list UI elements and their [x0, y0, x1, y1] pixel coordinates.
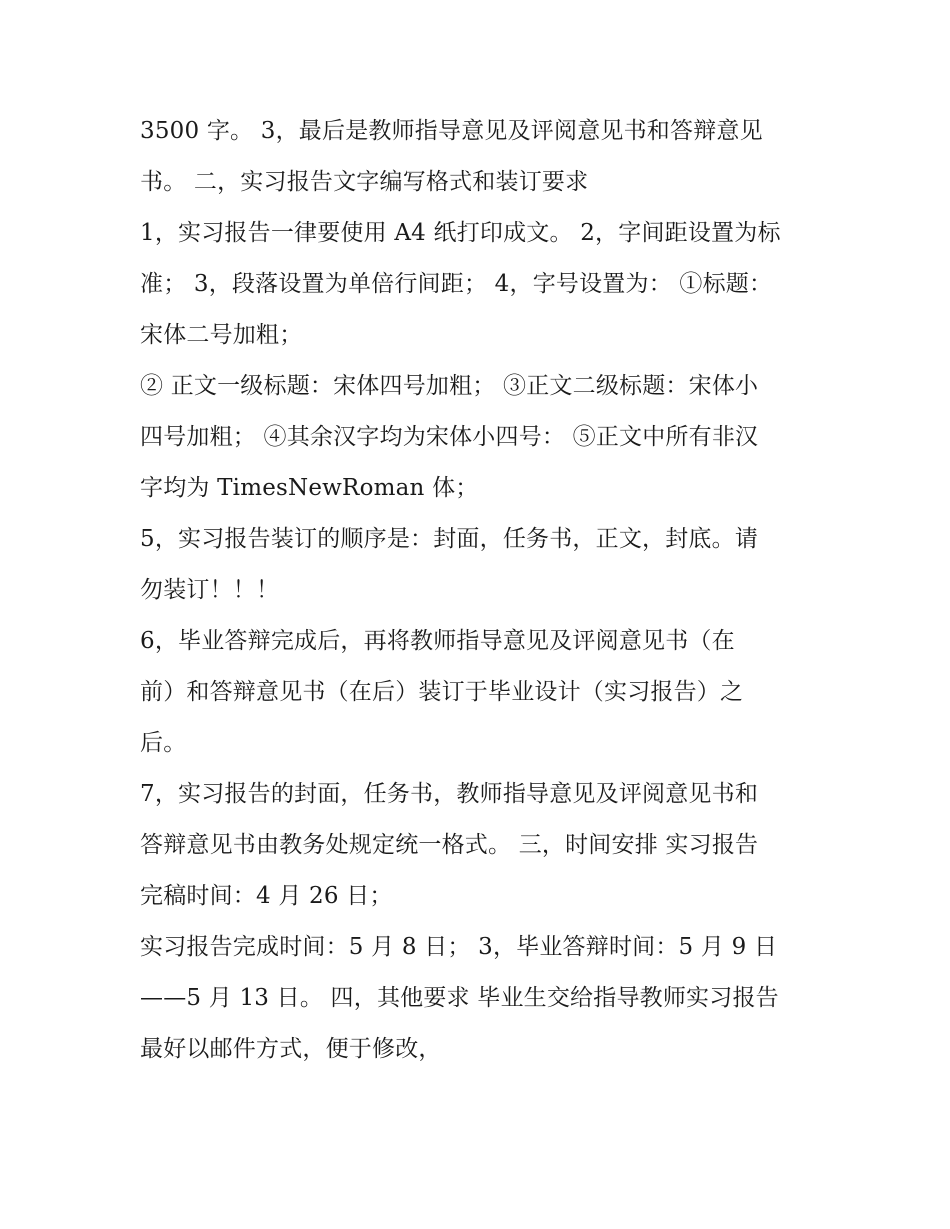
text-line: 字均为 TimesNewRoman 体； [140, 475, 479, 501]
text-line: 宋体二号加粗； [140, 322, 303, 348]
text-line: ② 正文一级标题：宋体四号加粗； ③正文二级标题：宋体小 [140, 373, 759, 399]
text-line: 6，毕业答辩完成后，再将教师指导意见及评阅意见书（在 [140, 628, 735, 654]
text-line: 5，实习报告装订的顺序是：封面，任务书，正文，封底。请 [140, 526, 759, 552]
text-line: 7，实习报告的封面，任务书，教师指导意见及评阅意见书和 [140, 781, 759, 807]
text-line: 最好以邮件方式，便于修改， [140, 1036, 442, 1062]
text-line: 准； 3，段落设置为单倍行间距； 4，字号设置为： ①标题： [140, 271, 773, 297]
text-line: 勿装订！！！ [140, 577, 280, 603]
text-line: 3500 字。 3，最后是教师指导意见及评阅意见书和答辩意见 [140, 118, 763, 144]
text-line: 实习报告完成时间：5 月 8 日； 3，毕业答辩时间：5 月 9 日 [140, 934, 778, 960]
text-line: 书。 二，实习报告文字编写格式和装订要求 [140, 169, 589, 195]
text-line: 1，实习报告一律要使用 A4 纸打印成文。 2，字间距设置为标 [140, 220, 781, 246]
text-line: 后。 [140, 730, 187, 756]
text-line: 答辩意见书由教务处规定统一格式。 三，时间安排 实习报告 [140, 832, 759, 858]
text-line: 四号加粗； ④其余汉字均为宋体小四号： ⑤正文中所有非汉 [140, 424, 759, 450]
body-text [140, 106, 820, 1075]
text-line: 前）和答辩意见书（在后）装订于毕业设计（实习报告）之 [140, 679, 744, 705]
text-line: ——5 月 13 日。 四，其他要求 毕业生交给指导教师实习报告 [140, 985, 779, 1011]
text-line: 完稿时间：4 月 26 日； [140, 883, 393, 909]
